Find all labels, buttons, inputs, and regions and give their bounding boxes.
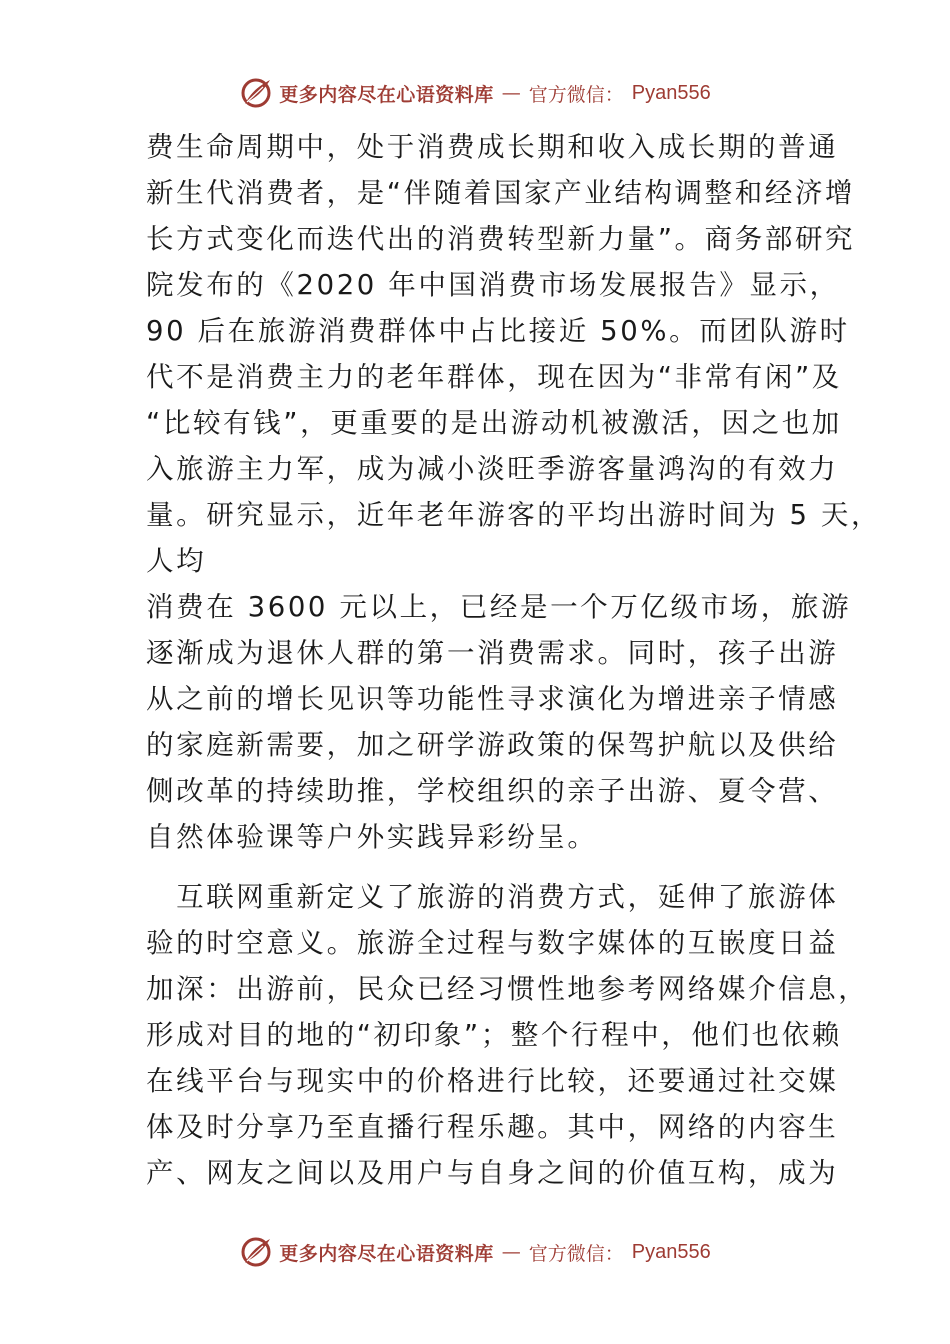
text-line: 验的时空意义。旅游全过程与数字媒体的互嵌度日益 — [146, 927, 839, 959]
text-line: 院发布的《2020 年中国消费市场发展报告》显示， — [146, 269, 840, 301]
text-line: 在线平台与现实中的价格进行比较，还要通过社交媒 — [146, 1065, 839, 1097]
text-line: 费生命周期中，处于消费成长期和收入成长期的普通 — [146, 131, 839, 163]
text-line: 消费在 3600 元以上，已经是一个万亿级市场，旅游 — [146, 591, 852, 623]
text-line: 长方式变化而迭代出的消费转型新力量”。商务部研究 — [146, 223, 856, 255]
paragraph-gap — [146, 860, 826, 874]
text-line: 体及时分享乃至直播行程乐趣。其中，网络的内容生 — [146, 1111, 839, 1143]
header-banner — [0, 73, 950, 113]
feather-quill-logo-icon — [239, 76, 273, 110]
paragraph-2 — [146, 874, 869, 1196]
document-body — [146, 124, 882, 1196]
text-line: 人均 — [146, 545, 207, 577]
text-line: 新生代消费者，是“伴随着国家产业结构调整和经济增 — [146, 177, 856, 209]
text-line: 90 后在旅游消费群体中占比接近 50%。而团队游时 — [146, 315, 850, 347]
banner-wechat-label: 官方微信： — [528, 83, 624, 106]
feather-quill-logo-icon — [239, 1235, 273, 1269]
banner-separator: — — [501, 82, 521, 104]
text-line: 代不是消费主力的老年群体，现在因为“非常有闲”及 — [146, 361, 842, 393]
text-line: 从之前的增长见识等功能性寻求演化为增进亲子情感 — [146, 683, 839, 715]
banner-wechat-label: 官方微信： — [528, 1242, 624, 1265]
text-line: 形成对目的地的“初印象”；整个行程中，他们也依赖 — [146, 1019, 842, 1051]
banner-site-text: 更多内容尽在心语资料库 — [279, 1242, 494, 1265]
text-line: 量。研究显示，近年老年游客的平均出游时间为 5 天， — [146, 499, 882, 531]
paragraph-1 — [146, 124, 882, 860]
text-line: 加深：出游前，民众已经习惯性地参考网络媒介信息， — [146, 973, 869, 1005]
text-line: “比较有钱”，更重要的是出游动机被激活，因之也加 — [146, 407, 842, 439]
text-line: 的家庭新需要，加之研学游政策的保驾护航以及供给 — [146, 729, 839, 761]
text-line: 侧改革的持续助推，学校组织的亲子出游、夏令营、 — [146, 775, 839, 807]
banner-separator: — — [501, 1241, 521, 1263]
banner-wechat-id: Pyan556 — [631, 81, 711, 104]
banner-wechat-id: Pyan556 — [631, 1240, 711, 1263]
footer-banner — [0, 1232, 950, 1272]
text-line: 产、网友之间以及用户与自身之间的价值互构，成为 — [146, 1157, 839, 1189]
text-line: 入旅游主力军，成为减小淡旺季游客量鸿沟的有效力 — [146, 453, 839, 485]
text-line: 自然体验课等户外实践异彩纷呈。 — [146, 821, 598, 853]
text-line: 逐渐成为退休人群的第一消费需求。同时，孩子出游 — [146, 637, 839, 669]
text-line: 互联网重新定义了旅游的消费方式，延伸了旅游体 — [146, 881, 839, 913]
banner-site-text: 更多内容尽在心语资料库 — [279, 83, 494, 106]
